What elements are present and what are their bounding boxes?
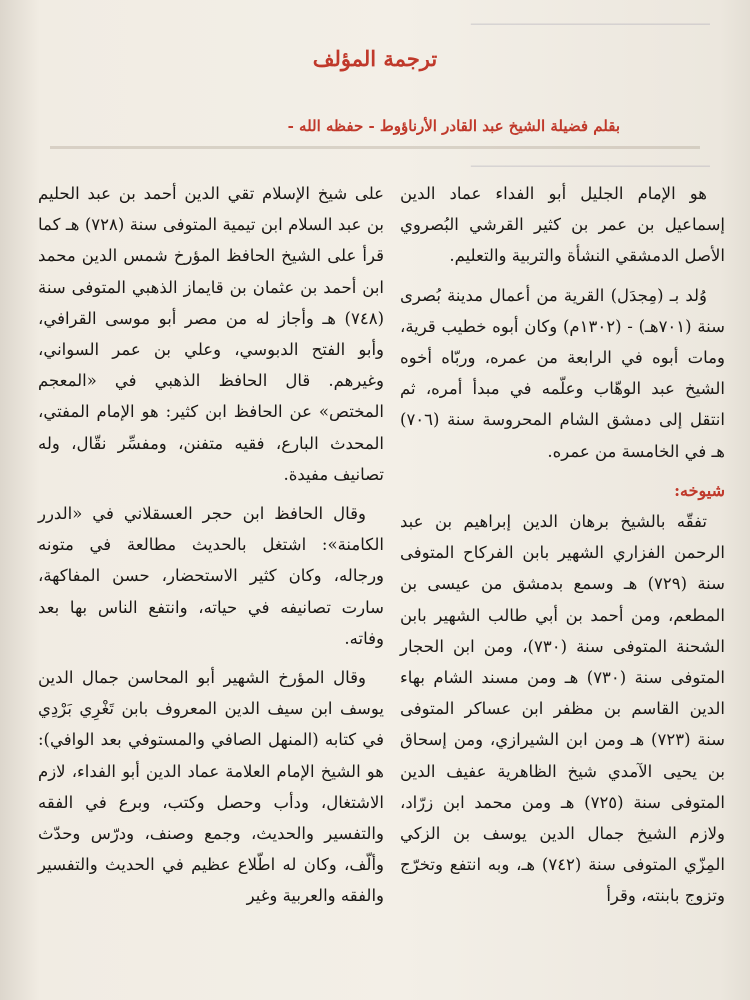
intro-paragraph: هو الإمام الجليل أبو الفداء عماد الدين إسماعيل بن عمر بن كثير القرشي البُصروي الأصل الدمشقي النشأة والتربية والتعليم. xyxy=(400,184,725,266)
birth-paragraph: وُلد بـ (مِجدَل) القرية من أعمال مدينة بُصرى سنة (٧٠١هـ) - (١٣٠٢م) وكان أبوه خطيب قرية، ومات أبوه في الرابعة من عمره، وربّاه أخوه الشيخ عبد الوهّاب وعلّمه في مبدأ أمره، ثم انتقل إلى دمشق الشام المحروسة سنة (٧٠٦) هـ في الخامسة من عمره. xyxy=(400,285,725,461)
right-column xyxy=(400,178,725,920)
page-title: ترجمة المؤلف xyxy=(312,46,438,71)
bleed-through-shadow: ــــــــــــــــــــــــــــــــــــــــــــــــ xyxy=(470,152,710,172)
teachers-paragraph: تفقّه بالشيخ برهان الدين إبراهيم بن عبد الرحمن الفزاري الشهير بابن الفركاح المتوفى سنة (٧٢٩) هـ وسمع بدمشق من عيسى بن المطعم، ومن أحمد بن أبي طالب الشهير بابن الشحنة المتوفى سنة (٧٣٠)، ومن ابن الحجار المتوفى سنة (٧٣٠) هـ ومن مسند الشام بهاء الدين القاسم بن مظفر ابن عساكر المتوفى سنة (٧٢٣) هـ ومن ابن الشيرازي، ومن إسحاق بن يحيى الآمدي شيخ الظاهرية عفيف الدين المتوفى سنة (٧٢٥) هـ ومن محمد ابن زرّاد، ولازم الشيخ جمال الدين يوسف بن الزكي المِزّي المتوفى سنة (٧٤٢) هـ، وبه انتفع وتخرّج وتزوج بابنته، وقرأ xyxy=(400,512,725,906)
ibn-hajar-quote-paragraph: وقال الحافظ ابن حجر العسقلاني في «الدرر الكامنة»: اشتغل بالحديث مطالعة في متونه ورجاله، وكان كثير الاستحضار، حسن المفاكهة، سارت تصانيفه في حياته، وانتفع الناس بها بعد وفاته. xyxy=(38,504,384,648)
header-divider xyxy=(50,146,700,149)
ibn-taghribirdi-quote-paragraph: وقال المؤرخ الشهير أبو المحاسن جمال الدين يوسف ابن سيف الدين المعروف بابن تَغْرِي بَرْدِي في كتابه (المنهل الصافي والمستوفي بعد الوافي): هو الشيخ الإمام العلامة عماد الدين أبو الفداء، لازم الاشتغال، ودأب وحصل وكتب، وبرع في الفقه والتفسير والحديث، وجمع وصنف، ودرّس وحدّث وألّف، وكان له اطّلاع عظيم في الحديث والتفسير والفقه والعربية وغير xyxy=(38,668,384,906)
section-heading-teachers: شيوخه: xyxy=(674,480,725,500)
bleed-through-shadow: ــــــــــــــــــــــــــــــــــــــــــــــــ xyxy=(470,10,710,30)
left-column xyxy=(38,178,384,920)
author-byline: بقلم فضيلة الشيخ عبد القادر الأرناؤوط - حفظه الله - xyxy=(287,117,620,135)
teachers-continued-paragraph: على شيخ الإسلام تقي الدين أحمد بن عبد الحليم بن عبد السلام ابن تيمية المتوفى سنة (٧٢٨) هـ كما قرأ على الشيخ الحافظ المؤرخ شمس الدين محمد ابن أحمد بن عثمان بن قايماز الذهبي المتوفى سنة (٧٤٨) هـ وأجاز له من مصر أبو موسى القرافي، وأبو الفتح الدبوسي، وعلي بن عمر السواني، وغيرهم. قال الحافظ الذهبي في «المعجم المختص» عن الحافظ ابن كثير: هو الإمام المفتي، المحدث البارع، فقيه متفنن، ومفسِّر نقّال، وله تصانيف مفيدة. xyxy=(38,184,384,484)
